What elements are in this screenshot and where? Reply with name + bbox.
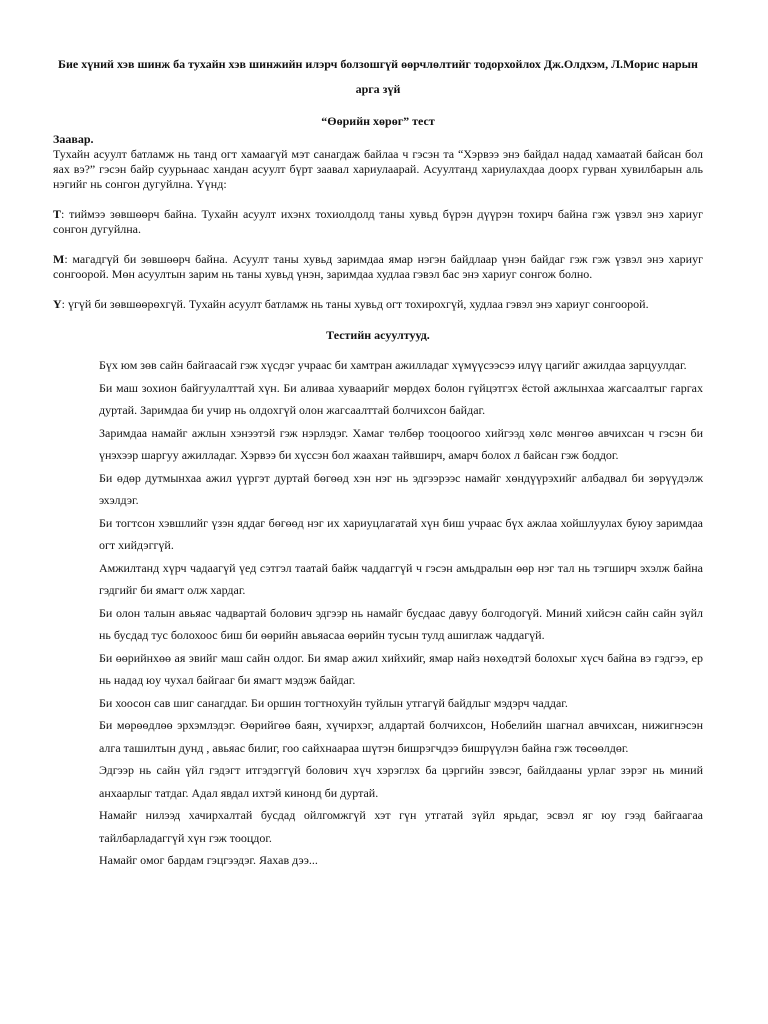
test-name: “Өөрийн хөрөг” тест — [321, 114, 435, 128]
option-text: : тиймээ зөвшөөрч байна. Тухайн асуулт ихэнх тохиолдолд таны хувьд бүрэн дүүрэн тохирч байна гэж үзвэл энэ хариуг сонгон дугуйлна. — [53, 207, 703, 236]
question-item: Амжилтанд хүрч чадаагүй үед сэтгэл таатай байж чаддаггүй ч гэсэн амьдралын өөр нэг тал нь тэгширч эхэлж байна гэдгийг би ямагт олж хардаг. — [99, 560, 703, 597]
question-item: Бүх юм зөв сайн байгаасай гэж хүсдэг учраас би хамтран ажилладаг хүмүүсээсээ илүү цагийг ажилдаа зарцуулдаг. — [99, 358, 687, 372]
option-letter: Т — [53, 207, 62, 221]
questions-heading: Тестийн асуултууд. — [326, 328, 430, 342]
question-item: Би олон талын авьяас чадвартай болович эдгээр нь намайг бусдаас давуу болгодогүй. Миний хийсэн сайн сайн зүйл нь бусдад тус болохоос биш би өөрийн авьяасаа өөрийн тусын тулд ашиглаж чаддагүй. — [99, 605, 703, 642]
question-item: Би өөрийнхөө ая эвийг маш сайн олдог. Би ямар ажил хийхийг, ямар найз нөхөдтэй болохыг хүсч байна вэ гэдгээ, ер нь надад юу чухал байгааг би ямагт мэдэж байдаг. — [99, 650, 703, 687]
question-item: Би тогтсон хэвшлийг үзэн яддаг бөгөөд нэг их хариуцлагатай хүн биш учраас бүх ажлаа хойшлуулах буюу заримдаа огт хийдэггүй. — [99, 515, 703, 552]
question-item: Намайг омог бардам гэцгээдэг. Яахав дээ... — [99, 853, 318, 867]
question-item: Эдгээр нь сайн үйл гэдэгт итгэдэггүй болович хүч хэрэглэх ба цэргийн зэвсэг, байлдааны урлаг зэрэг нь миний анхаарлыг татдаг. Адал явдал ихтэй кинонд би дуртай. — [99, 763, 703, 800]
option-letter: Ү — [53, 297, 62, 311]
document-title: Бие хүний хэв шинж ба тухайн хэв шинжийн илэрч болзошгүй өөрчлөлтийг тодорхойлох Дж.Олдхэм, Л.Морис нарын арга зүй — [58, 57, 698, 96]
instructions-heading: Заавар. — [53, 132, 94, 146]
question-item: Намайг нилээд хачирхалтай бусдад ойлгомжгүй хэт гүн утгатай зүйл ярьдаг, эсвэл яг юу гээд байгаагаа тайлбарладаггүй хүн гэж тооцдог. — [99, 808, 703, 845]
document-page — [53, 52, 703, 872]
option-letter: М — [53, 252, 65, 266]
option-m — [53, 252, 703, 282]
option-t — [53, 207, 703, 237]
instructions-text: Тухайн асуулт батламж нь танд огт хамаагүй мэт санагдаж байлаа ч гэсэн та “Хэрвээ энэ байдал надад хамаатай байсан бол яах вэ?” гэсэн байр суурьнаас хандан асуулт бүрт заавал хариулаарай. Асуултанд хариулахдаа доорх гурван хувилбарын аль нэгийг нь сонгон дугуйлна. Үүнд: — [53, 147, 703, 191]
question-list — [53, 354, 703, 872]
question-item: Би мөрөөдлөө эрхэмлэдэг. Өөрийгөө баян, хүчирхэг, алдартай болчихсон, Нобелийн шагнал авчихсан, нижигнэсэн алга ташилтын дунд , авьяас билиг, гоо сайхнаараа шүтэн бишрэгчдээ бишрүүлэн байна гэж төсөөлдөг. — [99, 718, 703, 755]
question-item: Би өдөр дутмынхаа ажил үүргэт дуртай бөгөөд хэн нэг нь эдгээрээс намайг хөндүүрэхийг албадвал би зөрүүдэлж эхэлдэг. — [99, 470, 703, 507]
option-text: : үгүй би зөвшөөрөхгүй. Тухайн асуулт батламж нь таны хувьд огт тохирохгүй, худлаа гэвэл энэ хариуг сонгоорой. — [61, 297, 649, 311]
option-u — [53, 297, 703, 312]
option-text: : магадгүй би зөвшөөрч байна. Асуулт таны хувьд заримдаа ямар нэгэн байдлаар үнэн байдаг гэж гэж үзвэл энэ хариуг сонгоорой. Мөн асуултын зарим нь таны хувьд үнэн, заримдаа худлаа гэвэл бас энэ хариуг сонгож болно. — [53, 252, 703, 281]
question-item: Би хоосон сав шиг санагддаг. Би оршин тогтнохуйн туйлын утгагүй байдлыг мэдэрч чаддаг. — [99, 695, 568, 710]
question-item: Заримдаа намайг ажлын хэнээтэй гэж нэрлэдэг. Хамаг төлбөр тооцоогоо хийгээд хөлс мөнгөө авчихсан ч гэсэн би үнэхээр шаргуу ажилладаг. Хэрвээ би хүссэн бол жаахан тайвширч, амарч болох л байсан гэж боддог. — [99, 425, 703, 462]
question-item: Би маш зохион байгуулалттай хүн. Би аливаа хуваарийг мөрдөх болон гүйцэтгэх ёстой ажлынхаа жагсаалтыг гаргах дуртай. Заримдаа би учир нь олдохгүй олон жагсаалттай болчихсон байдаг. — [99, 380, 703, 417]
